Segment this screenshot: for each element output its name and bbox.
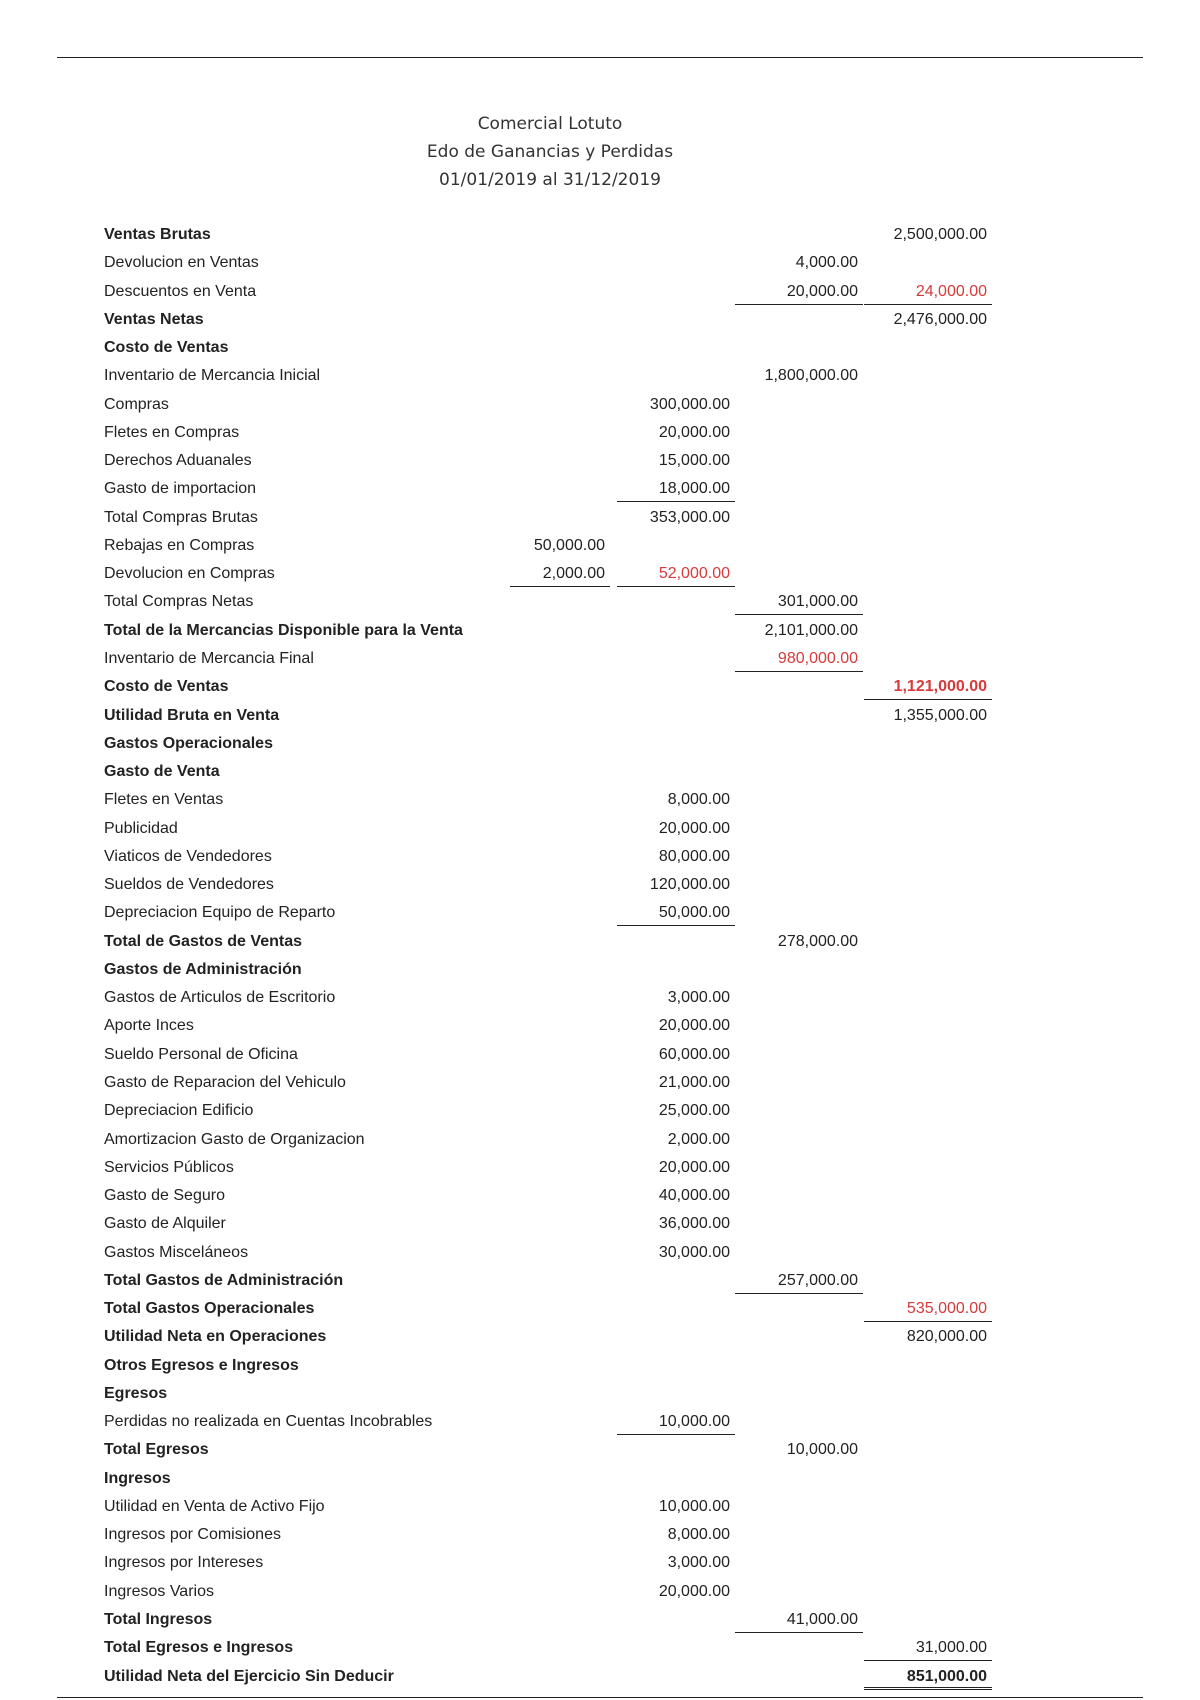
amount-col-3: 10,000.00 [786,1441,858,1459]
line-item-label: Sueldo Personal de Oficina [104,1045,298,1063]
statement-row [104,759,1004,787]
line-item-label: Depreciacion Equipo de Reparto [104,904,336,922]
line-item-label: Depreciacion Edificio [104,1102,254,1120]
amount-col-3: 301,000.00 [735,589,863,615]
top-rule [57,57,1143,58]
statement-row [104,1635,1004,1663]
amount-col-4: 2,476,000.00 [893,310,987,328]
statement-row [104,448,1004,476]
income-statement-table [104,222,1004,1692]
statement-row [104,476,1004,504]
amount-col-2: 18,000.00 [617,476,735,502]
statement-row [104,420,1004,448]
line-item-label: Total Gastos Operacionales [104,1300,315,1318]
amount-col-3: 980,000.00 [735,646,863,672]
line-item-label: Total Egresos e Ingresos [104,1639,294,1657]
statement-row [104,505,1004,533]
statement-row [104,1070,1004,1098]
line-item-label: Gasto de Venta [104,763,220,781]
statement-row [104,1013,1004,1041]
line-item-label: Total de la Mercancias Disponible para la Venta [104,621,463,639]
statement-row [104,985,1004,1013]
statement-row [104,250,1004,278]
line-item-label: Sueldos de Vendedores [104,876,274,894]
amount-col-2: 3,000.00 [667,1554,730,1572]
line-item-label: Fletes en Compras [104,423,240,441]
amount-col-2: 20,000.00 [658,1582,730,1600]
amount-col-2: 2,000.00 [667,1130,730,1148]
statement-row [104,1437,1004,1465]
amount-col-2: 30,000.00 [658,1243,730,1261]
statement-row [104,1211,1004,1239]
amount-col-2: 36,000.00 [658,1215,730,1233]
line-item-label: Compras [104,395,169,413]
amount-col-1: 2,000.00 [510,561,610,587]
line-item-label: Gasto de Seguro [104,1187,225,1205]
statement-row [104,1324,1004,1352]
statement-row [104,363,1004,391]
statement-row [104,1550,1004,1578]
line-item-label: Total Egresos [104,1441,209,1459]
line-item-label: Utilidad en Venta de Activo Fijo [104,1497,325,1515]
report-title: Edo de Ganancias y Perdidas [426,142,674,162]
amount-col-2: 300,000.00 [649,395,730,413]
line-item-label: Aporte Inces [104,1017,194,1035]
statement-row [104,1127,1004,1155]
line-item-label: Ventas Brutas [104,226,211,243]
statement-row [104,533,1004,561]
amount-col-4: 24,000.00 [864,279,992,305]
statement-row [104,618,1004,646]
line-item-label: Devolucion en Compras [104,565,275,583]
line-item-label: Ingresos por Intereses [104,1554,264,1572]
line-item-label: Total Compras Brutas [104,508,258,526]
amount-col-2: 20,000.00 [658,1158,730,1176]
statement-row [104,1296,1004,1324]
statement-row [104,872,1004,900]
line-item-label: Egresos [104,1384,168,1402]
line-item-label: Derechos Aduanales [104,452,252,470]
statement-row [104,1353,1004,1381]
statement-row [104,561,1004,589]
line-item-label: Descuentos en Venta [104,282,257,300]
statement-row [104,703,1004,731]
amount-col-2: 80,000.00 [658,847,730,865]
line-item-label: Total Ingresos [104,1611,213,1629]
line-item-label: Total Compras Netas [104,593,254,611]
statement-row [104,900,1004,928]
statement-row [104,816,1004,844]
amount-col-4: 535,000.00 [864,1296,992,1322]
amount-col-3: 41,000.00 [735,1607,863,1633]
amount-col-3: 257,000.00 [735,1268,863,1294]
line-item-label: Devolucion en Ventas [104,254,259,272]
line-item-label: Perdidas no realizada en Cuentas Incobrables [104,1413,433,1431]
amount-col-4: 1,121,000.00 [864,674,992,700]
line-item-label: Amortizacion Gasto de Organizacion [104,1130,365,1148]
amount-col-2: 120,000.00 [649,876,730,894]
amount-col-4: 820,000.00 [906,1328,987,1346]
statement-row [104,1579,1004,1607]
statement-row [104,335,1004,363]
line-item-label: Inventario de Mercancia Inicial [104,367,321,385]
report-period: 01/01/2019 al 31/12/2019 [439,170,661,190]
amount-col-2: 15,000.00 [658,452,730,470]
statement-row [104,929,1004,957]
amount-col-2: 353,000.00 [649,508,730,526]
amount-col-4: 851,000.00 [864,1664,992,1690]
line-item-label: Ventas Netas [104,310,204,328]
amount-col-2: 10,000.00 [617,1409,735,1435]
statement-row [104,307,1004,335]
statement-row [104,1466,1004,1494]
line-item-label: Gastos de Administración [104,960,302,978]
statement-row [104,1098,1004,1126]
amount-col-2: 25,000.00 [658,1102,730,1120]
statement-row [104,1607,1004,1635]
line-item-label: Utilidad Neta en Operaciones [104,1328,327,1346]
line-item-label: Ingresos [104,1469,171,1487]
amount-col-2: 20,000.00 [658,423,730,441]
line-item-label: Otros Egresos e Ingresos [104,1356,299,1374]
statement-row [104,674,1004,702]
statement-row [104,957,1004,985]
amount-col-4: 2,500,000.00 [893,226,987,243]
statement-row [104,1409,1004,1437]
amount-col-3: 2,101,000.00 [764,621,858,639]
statement-row [104,787,1004,815]
amount-col-2: 8,000.00 [667,1526,730,1544]
line-item-label: Gastos Operacionales [104,734,273,752]
line-item-label: Utilidad Bruta en Venta [104,706,280,724]
amount-col-2: 50,000.00 [617,900,735,926]
line-item-label: Fletes en Ventas [104,791,224,809]
amount-col-2: 20,000.00 [658,1017,730,1035]
line-item-label: Gasto de Reparacion del Vehiculo [104,1073,346,1091]
report-header [0,110,1100,194]
amount-col-3: 4,000.00 [795,254,858,272]
statement-row [104,1042,1004,1070]
line-item-label: Viaticos de Vendedores [104,847,272,865]
statement-row [104,1381,1004,1409]
company-name: Comercial Lotuto [477,114,623,134]
amount-col-2: 21,000.00 [658,1073,730,1091]
amount-col-2: 40,000.00 [658,1187,730,1205]
statement-row [104,646,1004,674]
line-item-label: Costo de Ventas [104,678,229,696]
line-item-label: Inventario de Mercancia Final [104,649,314,667]
line-item-label: Utilidad Neta del Ejercicio Sin Deducir [104,1667,394,1685]
amount-col-2: 8,000.00 [667,791,730,809]
line-item-label: Total de Gastos de Ventas [104,932,302,950]
statement-row [104,279,1004,307]
amount-col-2: 52,000.00 [617,561,735,587]
statement-row [104,1522,1004,1550]
amount-col-2: 20,000.00 [658,819,730,837]
statement-row [104,1664,1004,1692]
statement-row [104,1155,1004,1183]
statement-row [104,589,1004,617]
line-item-label: Ingresos por Comisiones [104,1526,281,1544]
amount-col-3: 1,800,000.00 [764,367,858,385]
amount-col-2: 10,000.00 [658,1497,730,1515]
statement-row [104,1494,1004,1522]
line-item-label: Rebajas en Compras [104,536,255,554]
line-item-label: Ingresos Varios [104,1582,214,1600]
statement-row [104,1268,1004,1296]
amount-col-3: 20,000.00 [735,279,863,305]
line-item-label: Gasto de Alquiler [104,1215,226,1233]
bottom-rule [57,1697,1143,1698]
line-item-label: Total Gastos de Administración [104,1271,344,1289]
statement-row [104,844,1004,872]
amount-col-1: 50,000.00 [533,536,605,554]
statement-row [104,222,1004,250]
line-item-label: Costo de Ventas [104,339,229,357]
amount-col-2: 3,000.00 [667,989,730,1007]
line-item-label: Publicidad [104,819,178,837]
statement-row [104,1183,1004,1211]
line-item-label: Gastos de Articulos de Escritorio [104,989,336,1007]
amount-col-2: 60,000.00 [658,1045,730,1063]
amount-col-4: 1,355,000.00 [893,706,987,724]
line-item-label: Servicios Públicos [104,1158,234,1176]
line-item-label: Gastos Misceláneos [104,1243,249,1261]
amount-col-4: 31,000.00 [864,1635,992,1661]
line-item-label: Gasto de importacion [104,480,257,498]
statement-row [104,731,1004,759]
statement-row [104,1240,1004,1268]
statement-row [104,392,1004,420]
amount-col-3: 278,000.00 [777,932,858,950]
